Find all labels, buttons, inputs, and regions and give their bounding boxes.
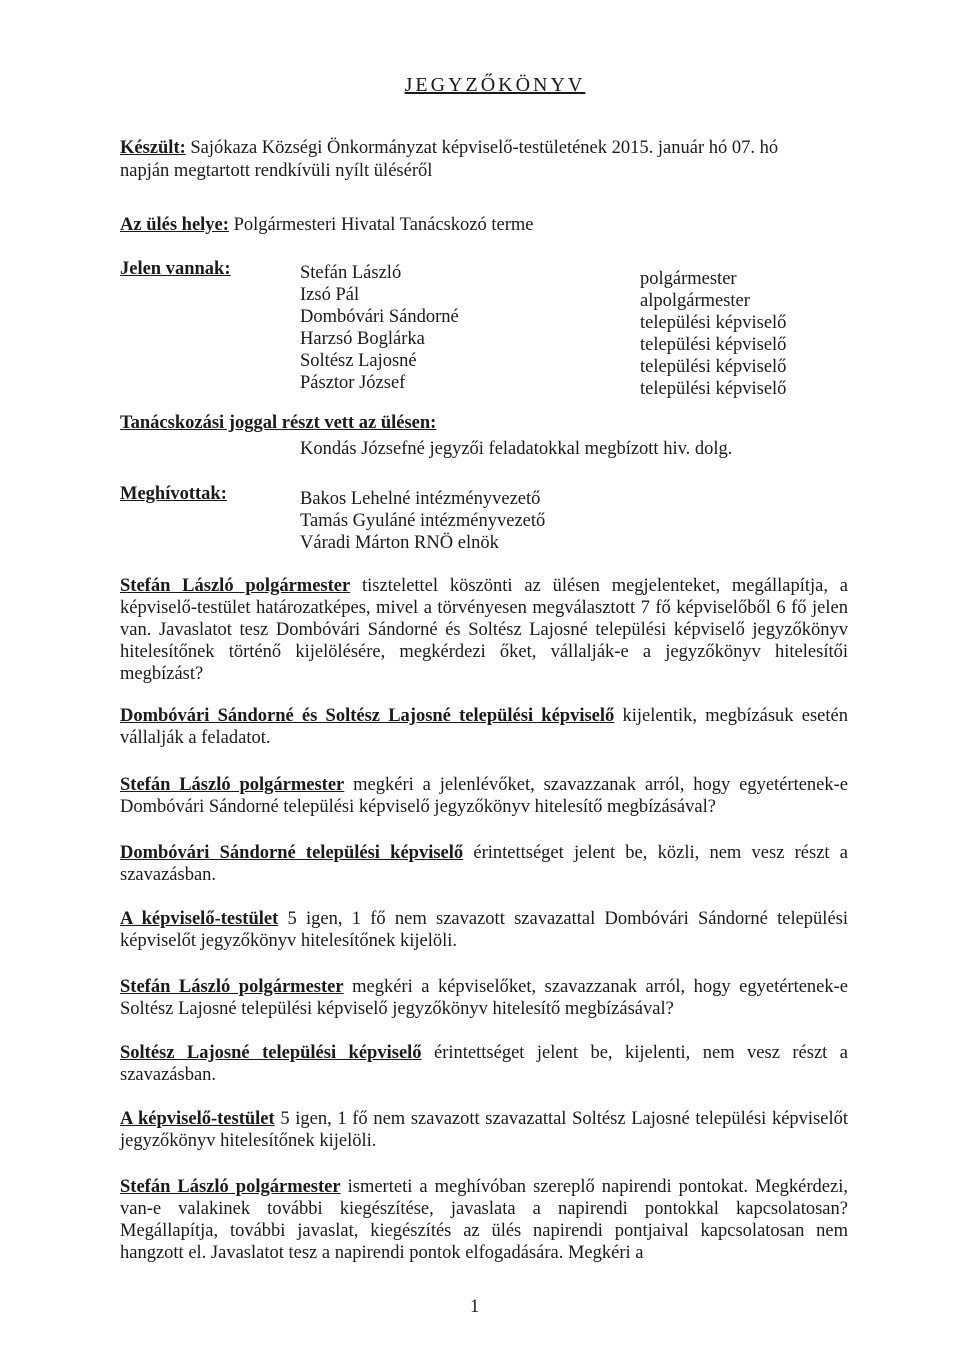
paragraph (120, 842, 848, 886)
paragraph (120, 976, 848, 1020)
paragraph-speaker: A képviselő-testület (120, 1109, 275, 1129)
keszult-text: Sajókaza Községi Önkormányzat képviselő-testületének 2015. január hó 07. hó (185, 138, 779, 158)
paragraph-text: érintettséget jelent be, kijelenti, nem vesz részt a szavazásban. (120, 1043, 848, 1085)
member-role: települési képviselő (640, 313, 787, 333)
invitee: Váradi Márton RNÖ elnök (300, 533, 499, 553)
paragraph (120, 575, 848, 685)
paragraph-speaker: Stefán László polgármester (120, 576, 351, 596)
tanacskozasi-label: Tanácskozási joggal részt vett az ülésen: (120, 413, 437, 433)
member-role: alpolgármester (640, 291, 750, 311)
member-role: települési képviselő (640, 335, 787, 355)
member-name: Stefán László (300, 263, 402, 283)
keszult-line1 (120, 137, 778, 159)
paragraph (120, 774, 848, 818)
paragraph-speaker: Dombóvári Sándorné települési képviselő (120, 843, 464, 863)
member-name: Pásztor József (300, 373, 406, 393)
paragraph (120, 908, 848, 952)
paragraph-speaker: Dombóvári Sándorné és Soltész Lajosné települési képviselő (120, 706, 615, 726)
members-names (300, 262, 459, 394)
member-role: polgármester (640, 269, 737, 289)
meghivottak-label: Meghívottak: (120, 484, 227, 504)
paragraph-text: tisztelettel köszönti az ülésen megjelenteket, megállapítja, a képviselő-testület határozatképes, mivel a törvényesen megválasztott 7 fő képviselőből 6 fő jelen van. Javaslatot tesz Dombóvári Sándorné és Soltész Lajosné települési képviselő jegyzőkönyv hitelesítőnek történő kijelölésére, megkérdezi őket, vállalják-e a jegyzőkönyv hitelesítői megbízást? (120, 576, 848, 684)
paragraph-speaker: Soltész Lajosné települési képviselő (120, 1043, 422, 1063)
member-role: települési képviselő (640, 357, 787, 377)
keszult-line2: napján megtartott rendkívüli nyílt üléséről (120, 161, 433, 181)
paragraph-speaker: Stefán László polgármester (120, 1177, 341, 1197)
document-title: JEGYZŐKÖNYV (404, 74, 586, 96)
member-name: Harzsó Boglárka (300, 329, 425, 349)
meghivottak-list (300, 488, 545, 554)
paragraph-text: kijelentik, megbízásuk esetén vállalják a feladatot. (120, 706, 848, 748)
members-roles (640, 268, 786, 400)
paragraph (120, 705, 848, 749)
paragraph (120, 1042, 848, 1086)
paragraph-text: megkéri a képviselőket, szavazzanak arról, hogy egyetértenek-e Soltész Lajosné települési képviselő jegyzőkönyv hitelesítő megbízásával? (120, 977, 849, 1019)
keszult-label: Készült: (120, 138, 186, 158)
tanacskozasi-text: Kondás Józsefné jegyzői feladatokkal megbízott hiv. dolg. (300, 439, 733, 459)
paragraph-text: 5 igen, 1 fő nem szavazott szavazattal Soltész Lajosné települési képviselőt jegyzőkönyv hitelesítőnek kijelöli. (120, 1109, 848, 1151)
ules-helye (120, 214, 533, 236)
paragraph-text: ismerteti a meghívóban szereplő napirendi pontokat. Megkérdezi, van-e valakinek további kiegészítése, javaslata a napirendi pontokkal kapcsolatosan? Megállapítja, további javaslat, kiegészítés az ülés napirendi pontjaival kapcsolatosan nem hangzott el. Javaslatot tesz a napirendi pontok elfogadására. Megkéri a (120, 1177, 848, 1263)
paragraph (120, 1108, 848, 1152)
paragraph-text: érintettséget jelent be, közli, nem vesz részt a szavazásban. (120, 843, 848, 885)
invitee: Tamás Gyuláné intézményvezető (300, 511, 546, 531)
member-name: Dombóvári Sándorné (300, 307, 459, 327)
paragraph-speaker: Stefán László polgármester (120, 977, 344, 997)
paragraph-text: 5 igen, 1 fő nem szavazott szavazattal Dombóvári Sándorné települési képviselőt jegyzőkönyv hitelesítőnek kijelöli. (120, 909, 848, 951)
invitee: Bakos Lehelné intézményvezető (300, 489, 541, 509)
paragraph-text: megkéri a jelenlévőket, szavazzanak arról, hogy egyetértenek-e Dombóvári Sándorné települési képviselő jegyzőkönyv hitelesítő megbízásával? (120, 775, 849, 817)
paragraph-speaker: A képviselő-testület (120, 909, 279, 929)
ules-helye-text: Polgármesteri Hivatal Tanácskozó terme (228, 215, 534, 235)
member-role: települési képviselő (640, 379, 787, 399)
ules-helye-label: Az ülés helye: (120, 215, 229, 235)
page-number: 1 (470, 1297, 480, 1317)
paragraph-speaker: Stefán László polgármester (120, 775, 345, 795)
jelen-vannak-label: Jelen vannak: (120, 259, 231, 279)
member-name: Izsó Pál (300, 285, 360, 305)
member-name: Soltész Lajosné (300, 351, 417, 371)
paragraph (120, 1176, 848, 1264)
